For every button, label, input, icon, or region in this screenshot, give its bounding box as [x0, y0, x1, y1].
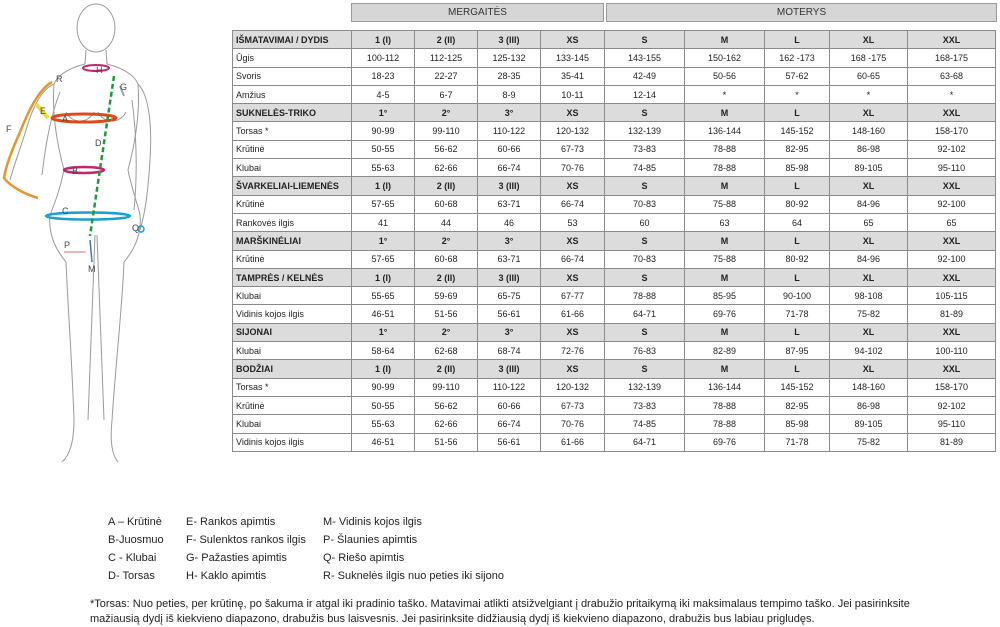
row-label: Vidinis kojos ilgis	[233, 305, 352, 323]
table-cell: 65	[830, 213, 908, 231]
table-row	[233, 67, 996, 85]
label-P: P	[64, 240, 71, 250]
table-cell: 74-85	[605, 415, 685, 433]
legend-column-3	[323, 513, 504, 585]
table-cell: 1 (I)	[352, 177, 415, 195]
waist-measure-line	[64, 167, 104, 173]
table-cell: 158-170	[908, 122, 996, 140]
table-section-header	[233, 31, 996, 49]
table-cell: XS	[541, 232, 605, 250]
legend-item-D: D- Torsas	[108, 570, 155, 582]
table-row	[233, 213, 996, 231]
table-cell: XXL	[908, 268, 996, 286]
table-cell: 46-51	[352, 305, 415, 323]
table-cell: 143-155	[605, 49, 685, 67]
table-cell: 57-62	[765, 67, 830, 85]
table-cell: 70-83	[605, 250, 685, 268]
table-cell: XL	[830, 360, 908, 378]
table-cell: 72-76	[541, 342, 605, 360]
table-cell: XXL	[908, 232, 996, 250]
table-cell: 112-125	[415, 49, 478, 67]
figure-head	[77, 4, 115, 52]
table-cell: 50-55	[352, 140, 415, 158]
table-cell: XL	[830, 268, 908, 286]
legend-item-G: G- Pažasties apimtis	[186, 552, 287, 564]
row-label: MARŠKINĖLIAI	[233, 232, 352, 250]
row-label: Krūtinė	[233, 195, 352, 213]
table-cell: 81-89	[908, 433, 996, 451]
table-cell: 82-89	[685, 342, 765, 360]
table-section-header	[233, 104, 996, 122]
table-row	[233, 433, 996, 451]
row-label: Klubai	[233, 415, 352, 433]
table-cell: 68-74	[478, 342, 541, 360]
label-B: B	[72, 166, 79, 176]
row-label: SIJONAI	[233, 323, 352, 341]
table-cell: 80-92	[765, 250, 830, 268]
table-cell: M	[685, 104, 765, 122]
table-cell: XS	[541, 177, 605, 195]
table-row	[233, 140, 996, 158]
table-cell: 78-88	[685, 159, 765, 177]
table-cell: 64	[765, 213, 830, 231]
table-row	[233, 250, 996, 268]
table-cell: 75-82	[830, 433, 908, 451]
size-table	[232, 30, 996, 452]
table-cell: 100-112	[352, 49, 415, 67]
table-cell: 145-152	[765, 122, 830, 140]
row-label: Torsas *	[233, 122, 352, 140]
table-cell: XXL	[908, 177, 996, 195]
table-cell: 42-49	[605, 67, 685, 85]
table-cell: 1 (I)	[352, 31, 415, 49]
table-cell: XL	[830, 323, 908, 341]
table-cell: 57-65	[352, 250, 415, 268]
table-cell: L	[765, 177, 830, 195]
arm-length-measure-line	[4, 82, 52, 198]
row-label: Svoris	[233, 67, 352, 85]
table-section-header	[233, 268, 996, 286]
table-cell: 53	[541, 213, 605, 231]
table-cell: 35-41	[541, 67, 605, 85]
table-cell: 81-89	[908, 305, 996, 323]
legend-item-Q: Q- Riešo apimtis	[323, 552, 405, 564]
table-cell: 3°	[478, 104, 541, 122]
table-cell: 60-68	[415, 195, 478, 213]
label-R: R	[56, 74, 63, 84]
table-cell: 87-95	[765, 342, 830, 360]
table-cell: L	[765, 104, 830, 122]
table-cell: 148-160	[830, 122, 908, 140]
table-cell: 136-144	[685, 378, 765, 396]
table-cell: 55-65	[352, 287, 415, 305]
table-cell: 120-132	[541, 378, 605, 396]
legend-item-P: P- Šlaunies apimtis	[323, 534, 418, 546]
table-cell: 56-62	[415, 396, 478, 414]
table-cell: 55-63	[352, 415, 415, 433]
table-cell: 3°	[478, 232, 541, 250]
row-label: TAMPRĖS / KELNĖS	[233, 268, 352, 286]
legend-item-E: E- Rankos apimtis	[186, 516, 276, 528]
table-cell: 44	[415, 213, 478, 231]
body-measurement-figure	[0, 0, 230, 470]
table-cell: S	[605, 323, 685, 341]
table-cell: XL	[830, 232, 908, 250]
table-cell: 99-110	[415, 122, 478, 140]
legend-item-C: C - Klubai	[108, 552, 157, 564]
table-cell: 133-145	[541, 49, 605, 67]
table-cell: L	[765, 268, 830, 286]
table-cell: 51-56	[415, 433, 478, 451]
table-cell: 1 (I)	[352, 360, 415, 378]
table-cell: XL	[830, 177, 908, 195]
legend-item-H: H- Kaklo apimtis	[186, 570, 267, 582]
legend-item-B: B-Juosmuo	[108, 534, 164, 546]
table-cell: 75-88	[685, 250, 765, 268]
table-cell: 2 (II)	[415, 31, 478, 49]
row-label: ŠVARKELIAI-LIEMENĖS	[233, 177, 352, 195]
row-label: Amžius	[233, 85, 352, 103]
table-cell: 22-27	[415, 67, 478, 85]
table-cell: 86-98	[830, 140, 908, 158]
table-row	[233, 415, 996, 433]
table-cell: 3 (III)	[478, 268, 541, 286]
table-cell: 80-92	[765, 195, 830, 213]
table-cell: 162 -173	[765, 49, 830, 67]
table-cell: 150-162	[685, 49, 765, 67]
table-row	[233, 195, 996, 213]
label-Q: Q	[132, 223, 140, 233]
table-cell: 70-83	[605, 195, 685, 213]
table-section-header	[233, 177, 996, 195]
table-cell: 2 (II)	[415, 360, 478, 378]
table-cell: 3 (III)	[478, 177, 541, 195]
row-label: Klubai	[233, 159, 352, 177]
table-cell: XS	[541, 323, 605, 341]
table-cell: 67-73	[541, 140, 605, 158]
torso-footnote	[90, 597, 990, 627]
table-row	[233, 378, 996, 396]
table-cell: 2 (II)	[415, 268, 478, 286]
table-cell: 69-76	[685, 433, 765, 451]
table-cell: 67-73	[541, 396, 605, 414]
table-cell: S	[605, 104, 685, 122]
row-label: Krūtinė	[233, 250, 352, 268]
table-row	[233, 122, 996, 140]
table-cell: 84-96	[830, 195, 908, 213]
table-cell: L	[765, 360, 830, 378]
table-cell: 64-71	[605, 433, 685, 451]
table-cell: 82-95	[765, 140, 830, 158]
table-cell: 85-98	[765, 415, 830, 433]
table-cell: 82-95	[765, 396, 830, 414]
table-cell: L	[765, 232, 830, 250]
row-label: BODŽIAI	[233, 360, 352, 378]
table-cell: 66-74	[541, 250, 605, 268]
figure-right-arm	[132, 84, 151, 230]
table-cell: 57-65	[352, 195, 415, 213]
table-cell: 63-71	[478, 250, 541, 268]
table-cell: 78-88	[605, 287, 685, 305]
table-cell: 74-85	[605, 159, 685, 177]
table-cell: 12-14	[605, 85, 685, 103]
table-cell: 59-69	[415, 287, 478, 305]
table-cell: 63-68	[908, 67, 996, 85]
table-cell: M	[685, 360, 765, 378]
table-cell: 120-132	[541, 122, 605, 140]
table-cell: 10-11	[541, 85, 605, 103]
table-cell: XXL	[908, 31, 996, 49]
table-cell: 3 (III)	[478, 31, 541, 49]
table-row	[233, 49, 996, 67]
table-cell: 99-110	[415, 378, 478, 396]
table-cell: *	[908, 85, 996, 103]
table-cell: XXL	[908, 360, 996, 378]
table-cell: 62-68	[415, 342, 478, 360]
table-cell: 168-175	[908, 49, 996, 67]
table-cell: 3 (III)	[478, 360, 541, 378]
table-cell: 4-5	[352, 85, 415, 103]
table-cell: 60-66	[478, 140, 541, 158]
row-label: Torsas *	[233, 378, 352, 396]
table-cell: 89-105	[830, 415, 908, 433]
label-H: H	[96, 65, 103, 75]
table-cell: 46	[478, 213, 541, 231]
table-cell: 56-61	[478, 305, 541, 323]
table-cell: XL	[830, 31, 908, 49]
table-cell: 95-110	[908, 159, 996, 177]
table-cell: 63-71	[478, 195, 541, 213]
legend-item-M: M- Vidinis kojos ilgis	[323, 516, 422, 528]
table-cell: S	[605, 232, 685, 250]
table-cell: 158-170	[908, 378, 996, 396]
table-cell: 1°	[352, 323, 415, 341]
row-label: Rankovės ilgis	[233, 213, 352, 231]
table-cell: 8-9	[478, 85, 541, 103]
table-cell: L	[765, 323, 830, 341]
row-label: Ūgis	[233, 49, 352, 67]
table-cell: 2°	[415, 104, 478, 122]
label-A: A	[62, 114, 69, 124]
table-row	[233, 85, 996, 103]
table-cell: 132-139	[605, 378, 685, 396]
table-cell: 1 (I)	[352, 268, 415, 286]
table-cell: 73-83	[605, 140, 685, 158]
table-cell: 61-66	[541, 305, 605, 323]
table-cell: 100-110	[908, 342, 996, 360]
table-cell: 110-122	[478, 378, 541, 396]
table-cell: 98-108	[830, 287, 908, 305]
table-cell: 92-102	[908, 396, 996, 414]
table-cell: 73-83	[605, 396, 685, 414]
table-cell: 58-64	[352, 342, 415, 360]
table-cell: 51-56	[415, 305, 478, 323]
table-cell: 50-55	[352, 396, 415, 414]
table-cell: 168 -175	[830, 49, 908, 67]
table-cell: 125-132	[478, 49, 541, 67]
table-cell: 85-98	[765, 159, 830, 177]
table-cell: 71-78	[765, 433, 830, 451]
table-cell: 60-66	[478, 396, 541, 414]
table-cell: 65	[908, 213, 996, 231]
table-cell: 85-95	[685, 287, 765, 305]
table-cell: 89-105	[830, 159, 908, 177]
group-header-women: MOTERYS	[606, 3, 997, 22]
table-cell: 50-56	[685, 67, 765, 85]
table-cell: M	[685, 177, 765, 195]
table-cell: 75-88	[685, 195, 765, 213]
table-cell: 2°	[415, 232, 478, 250]
table-cell: 1°	[352, 104, 415, 122]
table-cell: 145-152	[765, 378, 830, 396]
table-cell: 70-76	[541, 415, 605, 433]
table-cell: 90-99	[352, 378, 415, 396]
table-cell: 86-98	[830, 396, 908, 414]
table-cell: 92-100	[908, 195, 996, 213]
table-cell: XS	[541, 104, 605, 122]
table-cell: XL	[830, 104, 908, 122]
table-cell: 67-77	[541, 287, 605, 305]
table-cell: L	[765, 31, 830, 49]
row-label: Vidinis kojos ilgis	[233, 433, 352, 451]
table-cell: 61-66	[541, 433, 605, 451]
table-cell: *	[830, 85, 908, 103]
table-cell: *	[765, 85, 830, 103]
table-row	[233, 342, 996, 360]
table-cell: 41	[352, 213, 415, 231]
table-row	[233, 305, 996, 323]
table-cell: 110-122	[478, 122, 541, 140]
table-cell: 66-74	[478, 159, 541, 177]
table-cell: S	[605, 31, 685, 49]
table-cell: 62-66	[415, 159, 478, 177]
table-cell: 2 (II)	[415, 177, 478, 195]
table-cell: 56-62	[415, 140, 478, 158]
table-cell: 18-23	[352, 67, 415, 85]
inner-leg-measure-line	[90, 240, 92, 262]
legend-column-1	[108, 513, 164, 585]
table-cell: 78-88	[685, 396, 765, 414]
table-section-header	[233, 323, 996, 341]
table-cell: 55-63	[352, 159, 415, 177]
table-cell: 105-115	[908, 287, 996, 305]
label-F: F	[6, 124, 12, 134]
legend-item-F: F- Sulenktos rankos ilgis	[186, 534, 306, 546]
table-cell: 56-61	[478, 433, 541, 451]
table-cell: 3°	[478, 323, 541, 341]
table-cell: 95-110	[908, 415, 996, 433]
table-cell: 148-160	[830, 378, 908, 396]
table-cell: 60-65	[830, 67, 908, 85]
row-label: IŠMATAVIMAI / DYDIS	[233, 31, 352, 49]
table-cell: 92-102	[908, 140, 996, 158]
table-cell: 90-99	[352, 122, 415, 140]
table-section-header	[233, 360, 996, 378]
table-cell: 6-7	[415, 85, 478, 103]
footnote-line-2: mažiausią dydį iš kiekvieno diapazono, drabužis bus laisvesnis. Jei pasirinksite didžiausią dydį iš kiekvieno diapazono, drabužis bus labiau prigludęs.	[90, 613, 815, 625]
table-row	[233, 396, 996, 414]
row-label: SUKNELĖS-TRIKO	[233, 104, 352, 122]
table-cell: S	[605, 360, 685, 378]
label-D: D	[95, 138, 102, 148]
table-cell: 78-88	[685, 415, 765, 433]
table-cell: 2°	[415, 323, 478, 341]
table-cell: 90-100	[765, 287, 830, 305]
table-cell: *	[685, 85, 765, 103]
table-cell: 63	[685, 213, 765, 231]
table-cell: 46-51	[352, 433, 415, 451]
row-label: Krūtinė	[233, 140, 352, 158]
table-cell: 78-88	[685, 140, 765, 158]
table-cell: XXL	[908, 323, 996, 341]
table-cell: M	[685, 268, 765, 286]
table-cell: 66-74	[478, 415, 541, 433]
label-M: M	[88, 264, 96, 274]
table-cell: 71-78	[765, 305, 830, 323]
label-C: C	[62, 206, 69, 216]
table-cell: XS	[541, 268, 605, 286]
table-cell: 1°	[352, 232, 415, 250]
table-cell: 28-35	[478, 67, 541, 85]
figure-torso	[50, 64, 141, 262]
table-cell: 75-82	[830, 305, 908, 323]
label-G: G	[120, 82, 128, 92]
table-cell: 66-74	[541, 195, 605, 213]
row-label: Klubai	[233, 342, 352, 360]
table-row	[233, 159, 996, 177]
row-label: Krūtinė	[233, 396, 352, 414]
table-cell: XS	[541, 360, 605, 378]
legend-column-2	[186, 513, 306, 585]
table-cell: S	[605, 268, 685, 286]
table-cell: 70-76	[541, 159, 605, 177]
table-cell: XXL	[908, 104, 996, 122]
table-cell: 62-66	[415, 415, 478, 433]
label-E: E	[40, 106, 47, 116]
table-cell: 60-68	[415, 250, 478, 268]
table-cell: 69-76	[685, 305, 765, 323]
table-row	[233, 287, 996, 305]
table-cell: 64-71	[605, 305, 685, 323]
table-cell: 136-144	[685, 122, 765, 140]
table-cell: 65-75	[478, 287, 541, 305]
group-header-girls: MERGAITĖS	[351, 3, 604, 22]
legend-item-R: R- Suknelės ilgis nuo peties iki sijono	[323, 570, 504, 582]
legend-item-A: A – Krūtinė	[108, 516, 162, 528]
hips-measure-line	[46, 213, 130, 220]
table-cell: XS	[541, 31, 605, 49]
table-cell: 132-139	[605, 122, 685, 140]
footnote-line-1: *Torsas: Nuo peties, per krūtinę, po šakuma ir atgal iki pradinio taško. Matavimai atlikti atsižvelgiant į drabužio pritaikymą iki maksimalaus tempimo taško. Jei pasirinksite	[90, 598, 910, 610]
row-label: Klubai	[233, 287, 352, 305]
table-cell: M	[685, 31, 765, 49]
table-cell: 84-96	[830, 250, 908, 268]
table-cell: 76-83	[605, 342, 685, 360]
table-cell: 92-100	[908, 250, 996, 268]
table-section-header	[233, 232, 996, 250]
table-cell: M	[685, 323, 765, 341]
table-cell: 60	[605, 213, 685, 231]
table-cell: S	[605, 177, 685, 195]
table-cell: M	[685, 232, 765, 250]
table-cell: 94-102	[830, 342, 908, 360]
